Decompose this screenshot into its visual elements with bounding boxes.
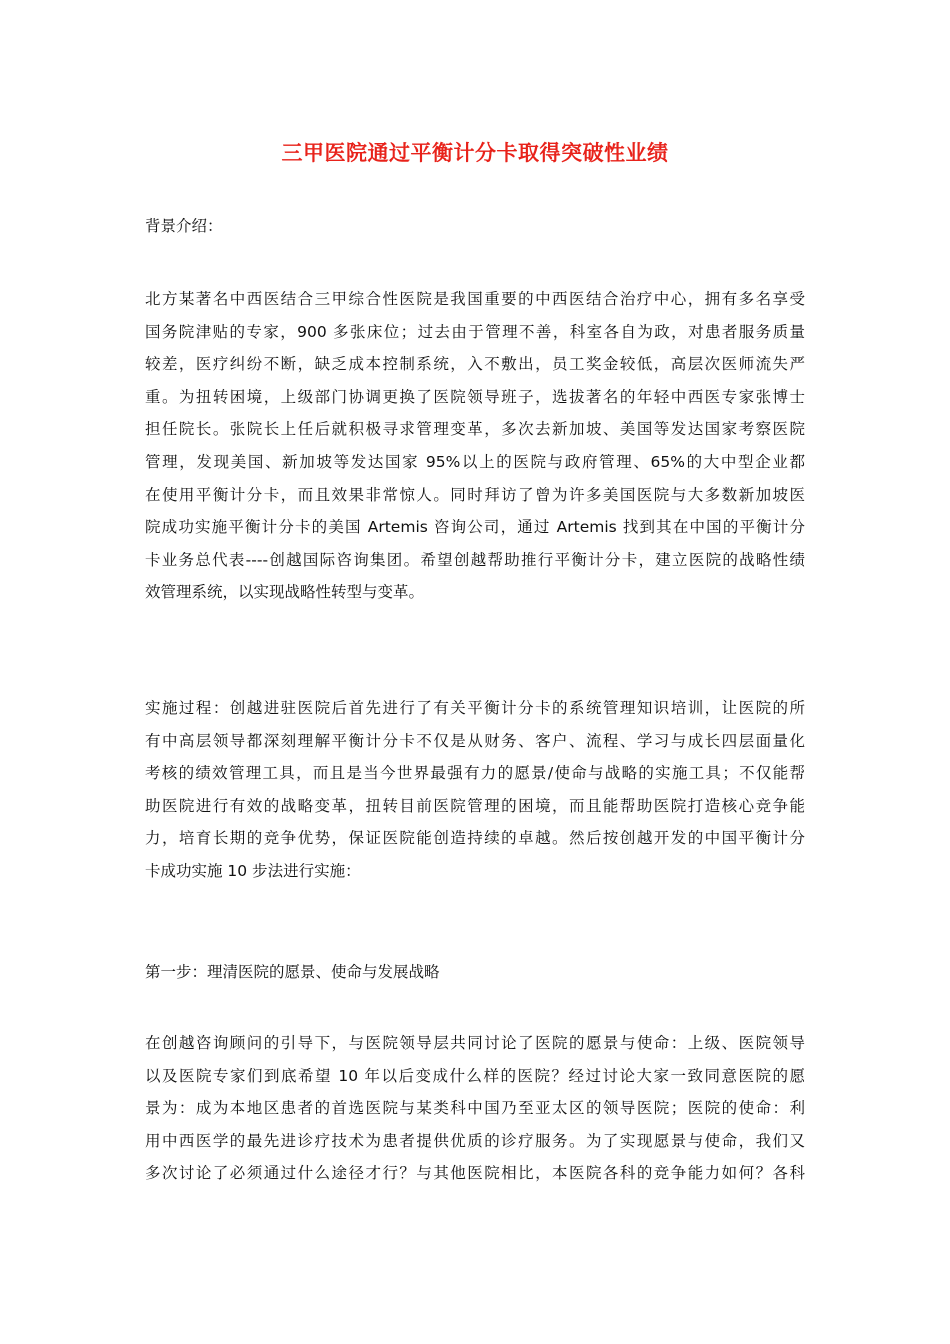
paragraph-line: 有中高层领导都深刻理解平衡计分卡不仅是从财务、客户、流程、学习与成长四层面量化	[145, 731, 805, 750]
paragraph-line: 助医院进行有效的战略变革，扭转目前医院管理的困境，而且能帮助医院打造核心竞争能	[145, 796, 805, 815]
step1-heading: 第一步：理清医院的愿景、使命与发展战略	[145, 963, 440, 981]
background-heading: 背景介绍：	[145, 217, 223, 235]
paragraph-line: 卡业务总代表----创越国际咨询集团。希望创越帮助推行平衡计分卡，建立医院的战略性绩	[145, 550, 805, 569]
paragraph-line: 重。为扭转困境，上级部门协调更换了医院领导班子，选拔著名的年轻中西医专家张博士	[145, 387, 805, 406]
paragraph-line: 在使用平衡计分卡，而且效果非常惊人。同时拜访了曾为许多美国医院与大多数新加坡医	[145, 485, 805, 504]
paragraph-line: 卡成功实施 10 步法进行实施：	[145, 861, 361, 880]
paragraph-line: 多次讨论了必须通过什么途径才行？与其他医院相比，本医院各科的竞争能力如何？各科	[145, 1164, 805, 1183]
paragraph-line: 力，培育长期的竞争优势，保证医院能创造持续的卓越。然后按创越开发的中国平衡计分	[145, 829, 805, 848]
paragraph-line: 考核的绩效管理工具，而且是当今世界最强有力的愿景/使命与战略的实施工具；不仅能帮	[145, 764, 805, 783]
paragraph-step1	[145, 1027, 805, 1190]
paragraph-line: 在创越咨询顾问的引导下，与医院领导层共同讨论了医院的愿景与使命：上级、医院领导	[145, 1034, 805, 1052]
paragraph-line: 以及医院专家们到底希望 10 年以后变成什么样的医院？经过讨论大家一致同意医院的愿	[145, 1066, 805, 1085]
paragraph-line: 管理，发现美国、新加坡等发达国家 95%以上的医院与政府管理、65%的大中型企业都	[145, 452, 805, 471]
paragraph-line: 效管理系统，以实现战略性转型与变革。	[145, 583, 425, 602]
document-title: 三甲医院通过平衡计分卡取得突破性业绩	[281, 141, 669, 165]
paragraph-line: 较差，医疗纠纷不断，缺乏成本控制系统，入不敷出，员工奖金较低，高层次医师流失严	[145, 355, 805, 374]
paragraph-line: 用中西医学的最先进诊疗技术为患者提供优质的诊疗服务。为了实现愿景与使命，我们又	[145, 1131, 805, 1150]
paragraph-line: 景为：成为本地区患者的首选医院与某类科中国乃至亚太区的领导医院；医院的使命：利	[145, 1099, 805, 1118]
paragraph-background	[145, 283, 805, 609]
paragraph-line: 院成功实施平衡计分卡的美国 Artemis 咨询公司，通过 Artemis 找到其在中国的平衡计分	[145, 518, 805, 537]
paragraph-line: 实施过程：创越进驻医院后首先进行了有关平衡计分卡的系统管理知识培训，让医院的所	[145, 699, 805, 717]
paragraph-line: 担任院长。张院长上任后就积极寻求管理变革，多次去新加坡、美国等发达国家考察医院	[145, 420, 805, 439]
paragraph-line: 北方某著名中西医结合三甲综合性医院是我国重要的中西医结合治疗中心，拥有多名享受	[145, 290, 805, 308]
paragraph-line: 国务院津贴的专家，900 多张床位；过去由于管理不善，科室各自为政，对患者服务质量	[145, 322, 805, 341]
paragraph-implementation	[145, 692, 805, 888]
